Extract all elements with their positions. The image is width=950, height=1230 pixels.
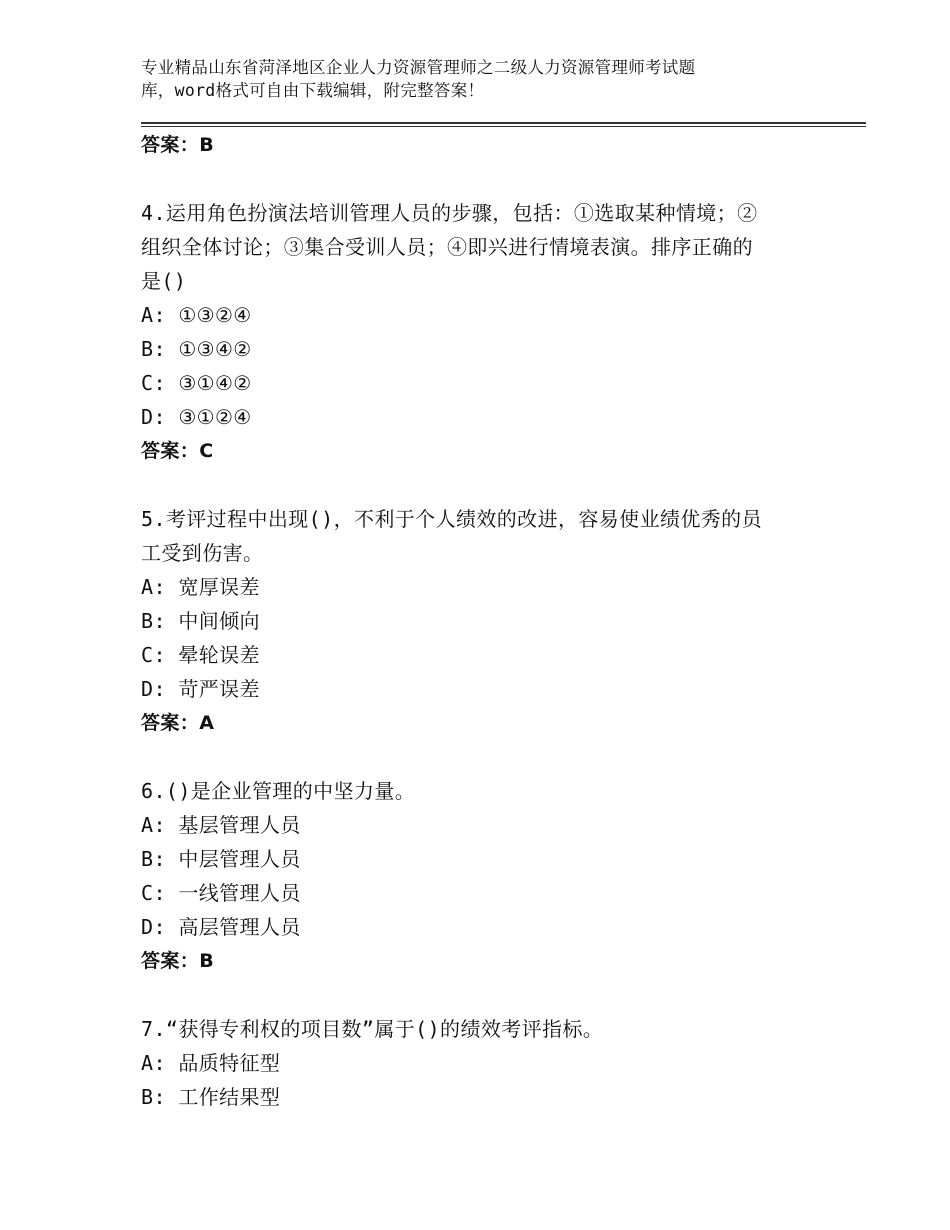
answer: 答案：C [141, 440, 214, 462]
header-divider [141, 122, 866, 124]
option-d: D: ③①②④ [141, 405, 252, 429]
page-header [141, 56, 821, 102]
option-c: C: ③①④② [141, 371, 252, 395]
question-content [141, 128, 821, 1114]
option-d: D: 高层管理人员 [141, 915, 301, 939]
option-a: A: 宽厚误差 [141, 575, 260, 599]
answer-q3: 答案：B [141, 134, 215, 156]
question-stem [141, 502, 821, 570]
option-b: B: 中间倾向 [141, 609, 260, 633]
question-6 [141, 774, 821, 978]
option-c: C: 一线管理人员 [141, 881, 301, 905]
question-7 [141, 1012, 821, 1114]
header-line-1: 专业精品山东省菏泽地区企业人力资源管理师之二级人力资源管理师考试题 [141, 58, 696, 77]
option-a: A: 基层管理人员 [141, 813, 301, 837]
option-d: D: 苛严误差 [141, 677, 260, 701]
stem-line: 工受到伤害。 [141, 541, 264, 565]
option-c: C: 晕轮误差 [141, 643, 260, 667]
stem-line: 是() [141, 269, 187, 293]
stem-line: 组织全体讨论；③集合受训人员；④即兴进行情境表演。排序正确的 [141, 235, 753, 259]
question-4 [141, 196, 821, 468]
option-b: B: 工作结果型 [141, 1085, 281, 1109]
question-stem [141, 1012, 821, 1046]
header-divider-thin [141, 126, 866, 127]
header-line-2: 库，word格式可自由下载编辑，附完整答案！ [141, 81, 485, 100]
stem-line: 5.考评过程中出现()，不利于个人绩效的改进，容易使业绩优秀的员 [141, 507, 762, 531]
question-stem [141, 196, 821, 298]
answer: 答案：A [141, 712, 215, 734]
stem-line: 6.()是企业管理的中坚力量。 [141, 779, 416, 803]
question-5 [141, 502, 821, 740]
question-stem [141, 774, 821, 808]
option-b: B: ①③④② [141, 337, 252, 361]
option-a: A: ①③②④ [141, 303, 252, 327]
stem-line: 7.“获得专利权的项目数”属于()的绩效考评指标。 [141, 1017, 604, 1041]
answer: 答案：B [141, 950, 215, 972]
option-b: B: 中层管理人员 [141, 847, 301, 871]
option-a: A: 品质特征型 [141, 1051, 281, 1075]
stem-line: 4.运用角色扮演法培训管理人员的步骤，包括：①选取某种情境；② [141, 201, 758, 225]
